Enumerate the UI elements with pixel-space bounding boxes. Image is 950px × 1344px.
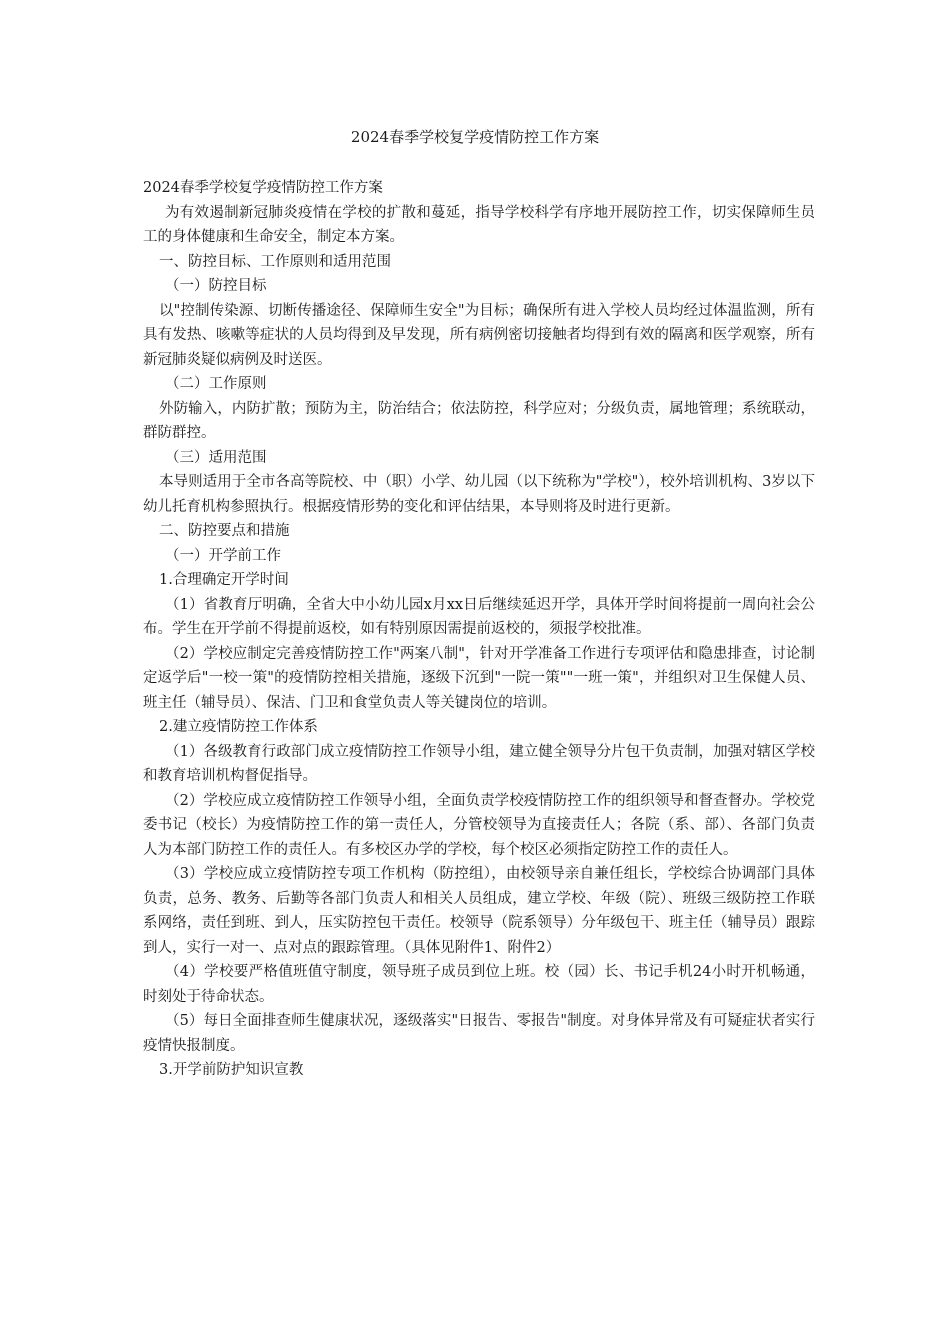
paragraph: 二、防控要点和措施: [159, 523, 290, 539]
paragraph: （1）省教育厅明确，全省大中小幼儿园x月xx日后继续延迟开学，具体开学时间将提前一周向社会公布。学生在开学前不得提前返校，如有特别原因需提前返校的，须报学校批准。: [143, 596, 815, 637]
paragraph: （1）各级教育行政部门成立疫情防控工作领导小组，建立健全领导分片包干负责制，加强对辖区学校和教育培训机构督促指导。: [143, 743, 815, 784]
paragraph: 1.合理确定开学时间: [159, 572, 289, 588]
paragraph: （4）学校要严格值班值守制度，领导班子成员到位上班。校（园）长、书记手机24小时开机畅通，时刻处于待命状态。: [143, 964, 815, 1005]
paragraph: 一、防控目标、工作原则和适用范围: [159, 253, 391, 270]
paragraph: （二）工作原则: [165, 376, 267, 392]
paragraph: 本导则适用于全市各高等院校、中（职）小学、幼儿园（以下统称为"学校"），校外培训机构、3岁以下幼儿托育机构参照执行。根据疫情形势的变化和评估结果，本导则将及时进行更新。: [143, 474, 815, 515]
paragraph: （三）适用范围: [165, 449, 267, 466]
paragraph: （一）开学前工作: [165, 547, 281, 564]
paragraph: （一）防控目标: [165, 278, 267, 294]
paragraph: 3.开学前防护知识宣教: [159, 1062, 304, 1078]
paragraph: 以"控制传染源、切断传播途径、保障师生安全"为目标；确保所有进入学校人员均经过体温监测，所有具有发热、咳嗽等症状的人员均得到及早发现，所有病例密切接触者均得到有效的隔离和医学观察，所有新冠肺炎疑似病例及时送医。: [143, 302, 815, 368]
paragraph: 2024春季学校复学疫情防控工作方案: [143, 180, 383, 196]
paragraph: （5）每日全面排查师生健康状况，逐级落实"日报告、零报告"制度。对身体异常及有可疑症状者实行疫情快报制度。: [143, 1013, 815, 1054]
paragraph: （2）学校应成立疫情防控工作领导小组，全面负责学校疫情防控工作的组织领导和督查督办。学校党委书记（校长）为疫情防控工作的第一责任人，分管校领导为直接责任人；各院（系、部）、各部门负责人为本部门防控工作的责任人。有多校区办学的学校，每个校区必须指定防控工作的责任人。: [143, 792, 815, 858]
paragraph: （2）学校应制定完善疫情防控工作"两案八制"，针对开学准备工作进行专项评估和隐患排查，讨论制定返学后"一校一策"的疫情防控相关措施，逐级下沉到"一院一策""一班一策"，并组织对卫生保健人员、班主任（辅导员）、保洁、门卫和食堂负责人等关键岗位的培训。: [143, 645, 815, 711]
paragraph: 外防输入，内防扩散；预防为主，防治结合；依法防控，科学应对；分级负责，属地管理；系统联动，群防群控。: [143, 400, 815, 441]
paragraph: 为有效遏制新冠肺炎疫情在学校的扩散和蔓延，指导学校科学有序地开展防控工作，切实保障师生员工的身体健康和生命安全，制定本方案。: [143, 204, 815, 245]
paragraph: （3）学校应成立疫情防控专项工作机构（防控组），由校领导亲自兼任组长，学校综合协调部门具体负责，总务、教务、后勤等各部门负责人和相关人员组成，建立学校、年级（院）、班级三级防控工作联系网络，责任到班、到人，压实防控包干责任。校领导（院系领导）分年级包干、班主任（辅导员）跟踪到人，实行一对一、点对点的跟踪管理。（具体见附件1、附件2）: [143, 866, 815, 956]
document-title: 2024春季学校复学疫情防控工作方案: [350, 128, 600, 146]
document-body: [143, 176, 815, 1083]
paragraph: 2.建立疫情防控工作体系: [159, 719, 318, 735]
